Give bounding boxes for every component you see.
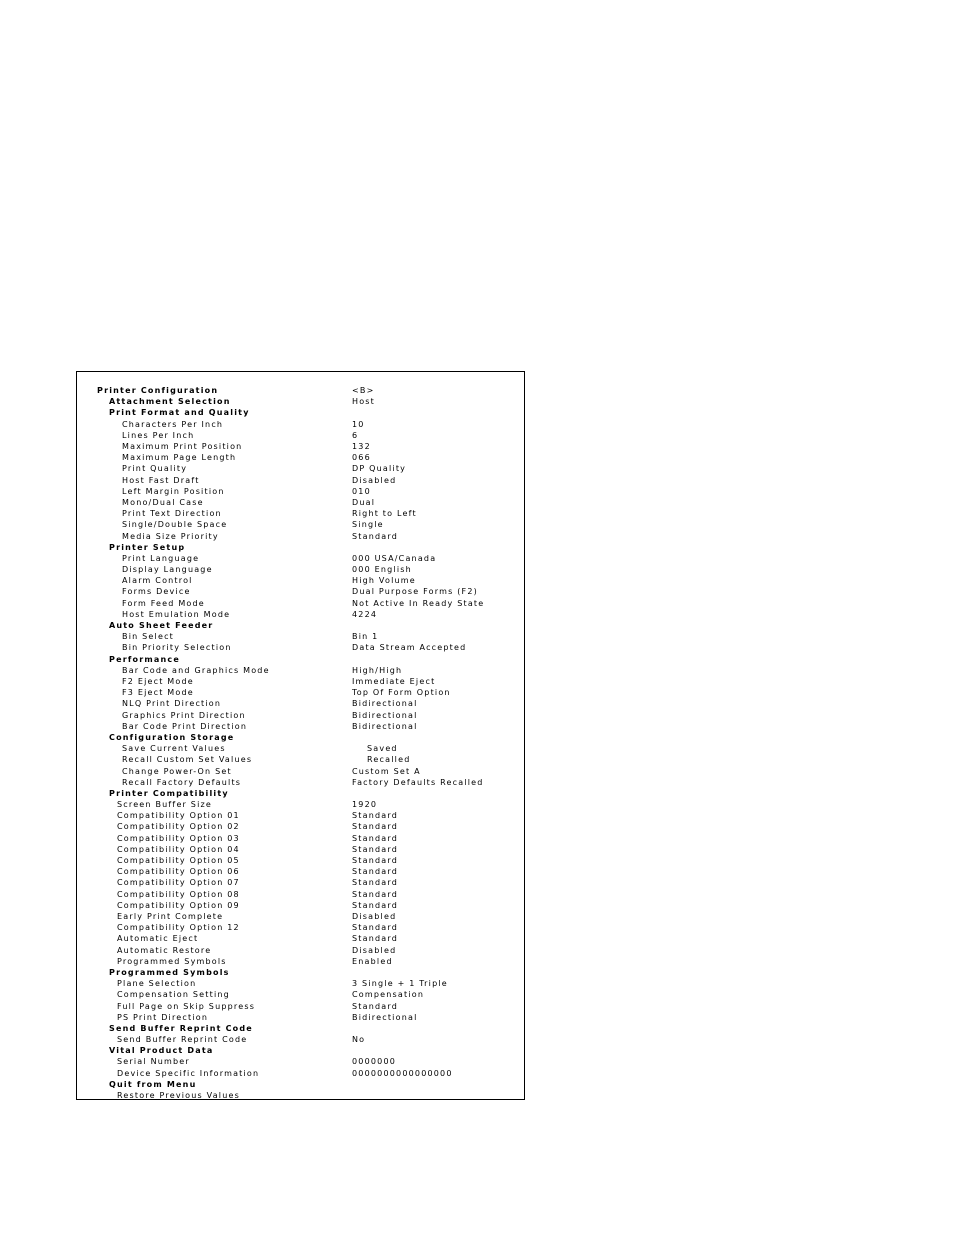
section-heading: Programmed Symbols — [109, 967, 230, 977]
setting-value: Standard — [352, 856, 398, 865]
setting-label: Alarm Control — [122, 576, 193, 586]
config-setting-row — [77, 777, 524, 789]
setting-label: PS Print Direction — [117, 1012, 209, 1022]
config-setting-row — [77, 1034, 524, 1046]
setting-value: 000 USA/Canada — [352, 553, 437, 563]
printer-configuration-panel — [76, 371, 525, 1100]
config-setting-row — [77, 475, 524, 487]
config-setting-row — [77, 821, 524, 833]
config-section-row — [77, 1045, 524, 1057]
config-setting-row — [77, 665, 524, 677]
setting-label: Maximum Page Length — [122, 453, 237, 463]
config-setting-row — [77, 754, 524, 766]
setting-label: Mono/Dual Case — [122, 497, 204, 507]
config-setting-row — [77, 687, 524, 699]
setting-label: Change Power-On Set — [122, 766, 232, 776]
setting-label: F2 Eject Mode — [122, 677, 194, 686]
config-setting-row — [77, 766, 524, 778]
config-setting-row — [77, 945, 524, 957]
setting-value: Saved — [367, 744, 398, 754]
setting-value: Standard — [352, 1001, 398, 1011]
config-setting-row — [77, 508, 524, 520]
setting-value: Host — [352, 397, 376, 407]
config-setting-row — [77, 956, 524, 968]
config-setting-row — [77, 833, 524, 845]
setting-value: 000 English — [352, 565, 412, 574]
setting-label: Compatibility Option 12 — [117, 923, 240, 933]
setting-value: Standard — [352, 844, 398, 854]
setting-value: Bidirectional — [352, 1012, 418, 1022]
config-section-row — [77, 407, 524, 419]
setting-label: Graphics Print Direction — [122, 710, 246, 720]
config-section-row — [77, 620, 524, 632]
setting-value: Standard — [352, 833, 398, 843]
setting-value: Standard — [352, 811, 398, 821]
config-setting-row — [77, 1012, 524, 1024]
config-setting-row — [77, 631, 524, 643]
section-heading: Auto Sheet Feeder — [109, 621, 214, 630]
setting-label: Characters Per Inch — [122, 419, 224, 429]
setting-label: Full Page on Skip Suppress — [117, 1001, 256, 1011]
setting-label: Forms Device — [122, 587, 191, 597]
config-setting-row — [77, 922, 524, 934]
setting-label: Display Language — [122, 565, 213, 574]
setting-value: 0000000000000000 — [352, 1068, 453, 1078]
config-setting-row — [77, 978, 524, 990]
setting-label: Print Text Direction — [122, 509, 222, 519]
setting-value: Compensation — [352, 990, 425, 1000]
config-setting-row — [77, 1001, 524, 1013]
setting-label: Compatibility Option 03 — [117, 833, 240, 843]
setting-value: Single — [352, 520, 384, 530]
setting-value: High Volume — [352, 576, 416, 586]
setting-value: Custom Set A — [352, 766, 421, 776]
config-setting-row — [77, 463, 524, 475]
setting-label: Recall Custom Set Values — [122, 755, 253, 765]
setting-label: Print Quality — [122, 464, 188, 474]
config-setting-row — [77, 1056, 524, 1068]
setting-value: Disabled — [352, 912, 397, 921]
config-setting-row — [77, 743, 524, 755]
config-setting-row — [77, 497, 524, 509]
setting-label: Compatibility Option 02 — [117, 822, 240, 832]
setting-label: Lines Per Inch — [122, 430, 195, 440]
section-heading: Printer Setup — [109, 542, 186, 552]
setting-value: Standard — [352, 878, 398, 888]
config-setting-row — [77, 810, 524, 822]
section-heading: Quit from Menu — [109, 1079, 197, 1089]
section-heading: Printer Compatibility — [109, 788, 229, 798]
config-setting-row — [77, 519, 524, 531]
setting-value: Immediate Eject — [352, 677, 436, 686]
config-setting-row — [77, 721, 524, 733]
setting-label: Programmed Symbols — [117, 956, 227, 966]
setting-value: 010 — [352, 486, 371, 496]
section-heading: Send Buffer Reprint Code — [109, 1023, 253, 1033]
setting-label: Bar Code Print Direction — [122, 721, 248, 731]
setting-label: Plane Selection — [117, 979, 197, 989]
setting-value: 10 — [352, 419, 365, 429]
setting-label: Form Feed Mode — [122, 598, 205, 608]
config-setting-row — [77, 1090, 524, 1102]
setting-label: Screen Buffer Size — [117, 800, 213, 809]
setting-label: Compatibility Option 07 — [117, 878, 240, 888]
setting-label: NLQ Print Direction — [122, 699, 222, 709]
setting-label: Bar Code and Graphics Mode — [122, 665, 270, 675]
config-section-row — [77, 396, 524, 408]
config-section-row — [77, 385, 524, 397]
section-heading: Printer Configuration — [97, 386, 219, 395]
setting-value: Disabled — [352, 475, 397, 485]
setting-value: Dual Purpose Forms (F2) — [352, 587, 478, 597]
setting-value: Standard — [352, 900, 398, 910]
setting-label: Media Size Priority — [122, 531, 219, 541]
config-section-row — [77, 967, 524, 979]
setting-value: Factory Defaults Recalled — [352, 777, 484, 787]
config-setting-row — [77, 1068, 524, 1080]
setting-value: 4224 — [352, 609, 378, 619]
setting-value: <B> — [352, 386, 375, 395]
setting-label: Compensation Setting — [117, 990, 230, 1000]
config-setting-row — [77, 844, 524, 856]
config-section-row — [77, 732, 524, 744]
setting-value: Standard — [352, 822, 398, 832]
config-setting-row — [77, 698, 524, 710]
config-setting-row — [77, 609, 524, 621]
setting-label: Device Specific Information — [117, 1068, 260, 1078]
setting-label: Early Print Complete — [117, 912, 224, 921]
section-heading: Configuration Storage — [109, 732, 235, 742]
setting-value: Enabled — [352, 956, 393, 966]
setting-label: Compatibility Option 04 — [117, 844, 240, 854]
setting-value: Disabled — [352, 945, 397, 955]
config-setting-row — [77, 866, 524, 878]
setting-value: Standard — [352, 531, 398, 541]
setting-label: Maximum Print Position — [122, 442, 243, 451]
setting-value: 1920 — [352, 800, 378, 809]
config-setting-row — [77, 877, 524, 889]
setting-label: Recall Factory Defaults — [122, 777, 242, 787]
setting-value: Standard — [352, 867, 398, 877]
setting-label: Bin Select — [122, 632, 175, 642]
setting-value: Bin 1 — [352, 632, 379, 642]
setting-label: Host Emulation Mode — [122, 609, 231, 619]
config-setting-row — [77, 989, 524, 1001]
config-setting-row — [77, 586, 524, 598]
section-heading: Print Format and Quality — [109, 408, 250, 418]
config-setting-row — [77, 486, 524, 498]
config-setting-row — [77, 710, 524, 722]
setting-value: 132 — [352, 442, 371, 451]
config-setting-row — [77, 855, 524, 867]
setting-label: Save Current Values — [122, 744, 226, 754]
setting-value: Bidirectional — [352, 721, 418, 731]
setting-label: Host Fast Draft — [122, 475, 200, 485]
setting-label: Compatibility Option 09 — [117, 900, 240, 910]
setting-value: 066 — [352, 453, 371, 463]
setting-value: Bidirectional — [352, 710, 418, 720]
setting-label: Print Language — [122, 553, 200, 563]
setting-value: Standard — [352, 934, 398, 944]
configuration-list — [77, 372, 524, 1099]
setting-value: Top Of Form Option — [352, 688, 451, 698]
setting-value: Not Active In Ready State — [352, 598, 485, 608]
setting-value: 0000000 — [352, 1057, 397, 1067]
setting-value: Standard — [352, 923, 398, 933]
config-setting-row — [77, 799, 524, 811]
setting-value: No — [352, 1035, 366, 1044]
config-setting-row — [77, 900, 524, 912]
setting-value: 3 Single + 1 Triple — [352, 979, 448, 989]
config-setting-row — [77, 430, 524, 442]
setting-value: Data Stream Accepted — [352, 643, 467, 653]
section-heading: Attachment Selection — [109, 397, 231, 407]
config-section-row — [77, 542, 524, 554]
setting-label: Automatic Eject — [117, 934, 199, 944]
setting-value: Dual — [352, 497, 376, 507]
setting-label: F3 Eject Mode — [122, 688, 194, 698]
config-setting-row — [77, 452, 524, 464]
config-setting-row — [77, 564, 524, 576]
section-heading: Vital Product Data — [109, 1046, 214, 1056]
config-setting-row — [77, 419, 524, 431]
setting-value: Recalled — [367, 755, 411, 765]
setting-label: Compatibility Option 08 — [117, 889, 240, 899]
setting-label: Compatibility Option 06 — [117, 867, 240, 877]
setting-value: Standard — [352, 889, 398, 899]
setting-value: High/High — [352, 665, 403, 675]
setting-label: Compatibility Option 05 — [117, 856, 240, 865]
config-setting-row — [77, 531, 524, 543]
setting-label: Left Margin Position — [122, 486, 225, 496]
setting-label: Single/Double Space — [122, 520, 228, 530]
config-section-row — [77, 654, 524, 666]
setting-label: Restore Previous Values — [117, 1091, 240, 1100]
setting-label: Automatic Restore — [117, 945, 212, 955]
setting-label: Serial Number — [117, 1057, 190, 1067]
setting-value: Right to Left — [352, 509, 417, 519]
setting-label: Send Buffer Reprint Code — [117, 1035, 248, 1044]
config-setting-row — [77, 598, 524, 610]
config-setting-row — [77, 889, 524, 901]
config-setting-row — [77, 575, 524, 587]
setting-value: DP Quality — [352, 464, 407, 474]
setting-label: Bin Priority Selection — [122, 643, 232, 653]
setting-value: 6 — [352, 430, 359, 440]
config-section-row — [77, 1079, 524, 1091]
setting-label: Compatibility Option 01 — [117, 811, 240, 821]
section-heading: Performance — [109, 654, 180, 664]
setting-value: Bidirectional — [352, 699, 418, 709]
config-setting-row — [77, 642, 524, 654]
config-setting-row — [77, 933, 524, 945]
